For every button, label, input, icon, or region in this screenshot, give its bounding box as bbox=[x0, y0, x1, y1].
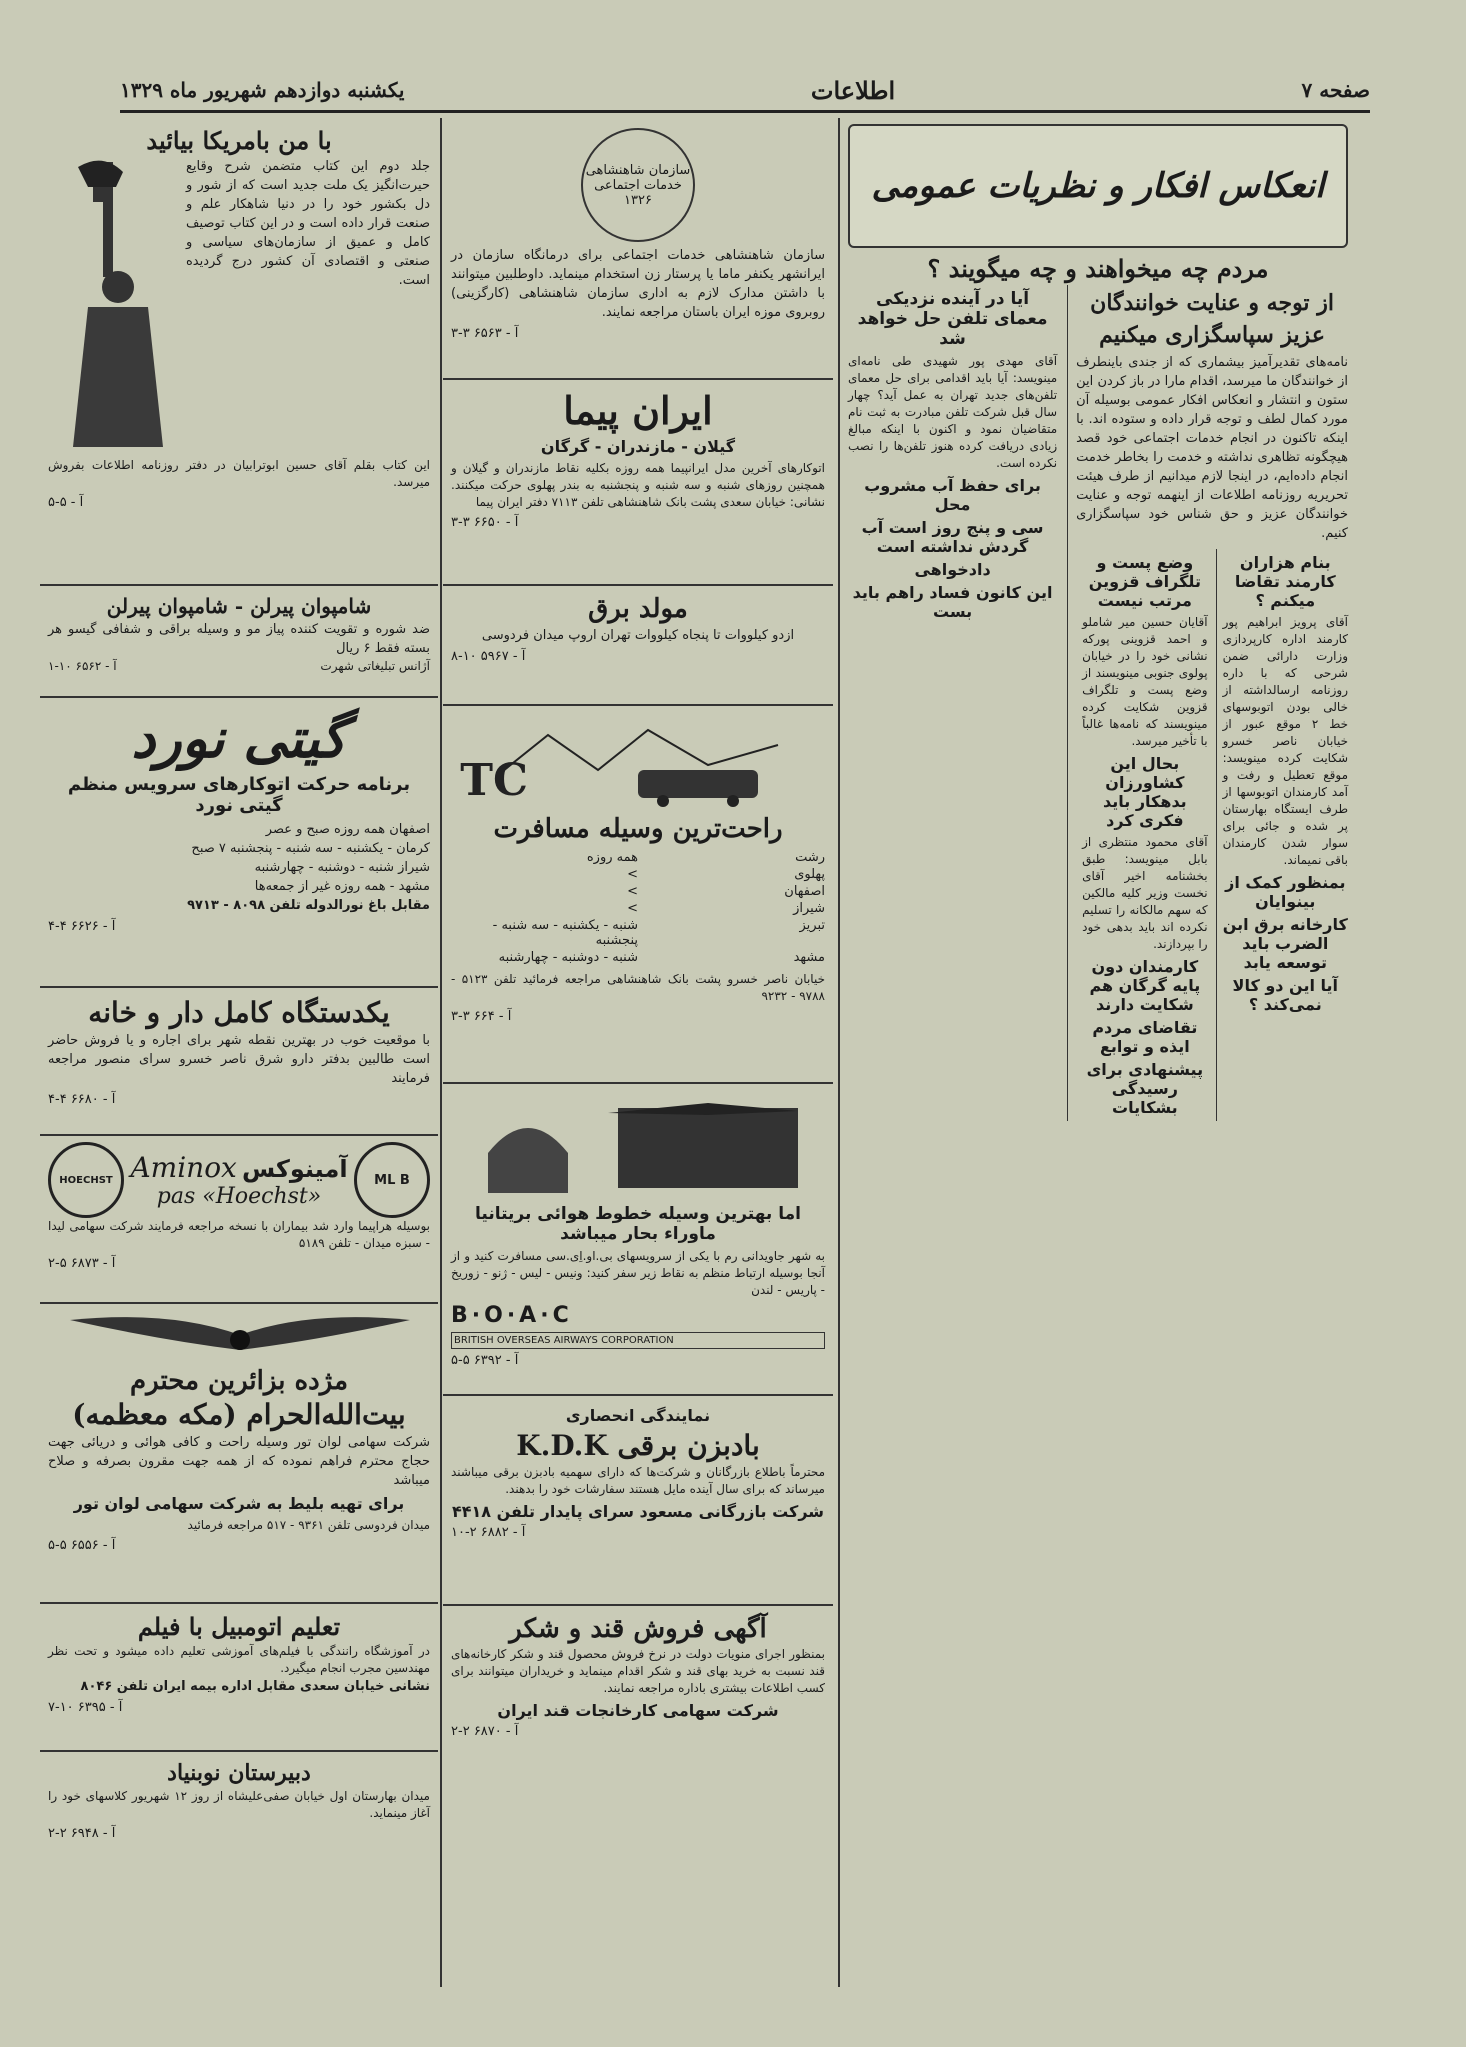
ad-title: اما بهترین وسیله خطوط هوائی بریتانیا ماوراء بحار میباشد bbox=[475, 1204, 801, 1244]
ad-text: به شهر جاویدانی رم با یکی از سرویسهای بی.او.اِی.سی مسافرت کنید و از آنجا بوسیله ارتباط منظم به نقاط زیر سفر کنید: ونیس - لیس - ژنو - زوریخ - پاریس - لندن bbox=[451, 1249, 825, 1297]
aminox-brand: Aminox bbox=[130, 1151, 237, 1184]
ad-code: آ - ۵-۵ bbox=[48, 495, 84, 510]
page-header bbox=[120, 70, 1370, 113]
ad-company: شرکت بازرگانی مسعود سرای پایدار تلفن ۴۴۱۸ bbox=[451, 1502, 825, 1521]
article-title: برای حفظ آب مشروب محل bbox=[864, 476, 1041, 514]
ad-code: آ - ۵۹۶۷ ۱۰-۸ bbox=[451, 649, 526, 664]
wings-icon bbox=[50, 1310, 430, 1360]
ad-america-book bbox=[40, 118, 438, 586]
article-text: آقای مهدی پور شهیدی طی نامه‌ای مینویسد: آیا باید اقدامی برای حل معمای تلفن‌های جدید تهران به عمل آید؟ چهار سال قبل شرکت تلفن مبادرت به ثبت نام متقاضیان نمود و اکنون با اینکه مبالغ زیادی دریافت کرده هنوز تلفن‌ها را نصب نکرده است. bbox=[848, 354, 1058, 470]
schedule-row: کرمان - یکشنبه - سه شنبه - پنجشنبه ۷ صبح bbox=[191, 841, 430, 856]
article-title: آیا در آینده نزدیکی معمای تلفن حل خواهد شد bbox=[857, 289, 1048, 349]
page-number: صفحه ۷ bbox=[1301, 78, 1370, 102]
column-public-opinion bbox=[848, 118, 1348, 1987]
ad-code: آ - ۶۶۴ ۳-۳ bbox=[451, 1009, 512, 1024]
main-headline: مردم چه میخواهند و چه میگویند ؟ bbox=[927, 254, 1269, 283]
section-banner bbox=[848, 124, 1348, 248]
article-title: تقاضای مردم ایذه و توابع bbox=[1092, 1018, 1198, 1056]
schedule-row: مشهد - همه روزه غیر از جمعه‌ها bbox=[254, 879, 430, 894]
emblem-icon bbox=[581, 128, 695, 242]
ad-code: آ - ۶۵۶۲ ۱۰-۱ bbox=[48, 659, 117, 673]
ad-text: محترماً باطلاع بازرگانان و شرکت‌ها که دارای سهمیه بادبزن برقی میباشند میرساند که برای سال آینده مایل هستند سفارشات خود را بدهند. bbox=[451, 1465, 825, 1496]
article-title: دادخواهی bbox=[914, 560, 991, 579]
article-title: بحال این کشاورزان بدهکار باید فکری کرد bbox=[1102, 754, 1187, 830]
bus-illustration bbox=[451, 712, 825, 812]
ad-code: آ - ۶۶۵۰ ۳-۳ bbox=[451, 515, 519, 530]
ad-text: شرکت سهامی لوان تور وسیله راحت و کافی هوائی و دریائی جهت حجاج محترم فراهم نموده که از همه جهت مقرون بصرفه و صلاح میباشد bbox=[48, 1435, 430, 1488]
days: همه روزه bbox=[586, 850, 638, 865]
ad-title: مژده بزائرین محترم bbox=[130, 1366, 348, 1396]
ad-title: یکدستگاه کامل دار و خانه bbox=[88, 996, 390, 1029]
days: > bbox=[627, 867, 638, 882]
ad-title: آگهی فروش قند و شکر bbox=[509, 1614, 767, 1644]
article-text: آقای محمود منتظری از بابل مینویسد: طبق بخشنامه اخیر آقای نخست وزیر کلیه مالکین که سهم مالکانه را تسلیم نکرده اند باید بدهی خود را بپردازند. bbox=[1082, 835, 1208, 951]
ad-shampoo bbox=[40, 586, 438, 698]
article-title: آیا این دو کالا نمی‌کند ؟ bbox=[1232, 976, 1339, 1014]
ad-text: سازمان شاهنشاهی خدمات اجتماعی برای درمانگاه سازمان در ایرانشهر یکنفر ماما یا پرستار زن استخدام مینماید. داوطلبین میتوانند با داشتن مدارک لازم به اداری سازمان شاهنشاهی (کارگزینی) روبروی موزه ایران باستان مراجعه نمایند. bbox=[451, 248, 825, 320]
ad-kdk-fan bbox=[443, 1396, 833, 1606]
column-ads-middle bbox=[443, 118, 833, 1987]
article-title: پیشنهادی برای رسیدگی بشکایات bbox=[1086, 1060, 1204, 1117]
article-text: آقایان حسین میر شاملو و احمد قزوینی پورکه نشانی خود را در خیابان پولوی جنوبی مینویسند از وضع پست و تلگراف قزوین شکایت کرده مینویسند که نامه‌ها غالباً با تأخیر میرسد. bbox=[1082, 615, 1208, 748]
ad-address: نشانی خیابان سعدی مقابل اداره بیمه ایران تلفن ۸۰۴۶ bbox=[80, 1679, 430, 1694]
aminox-logos bbox=[48, 1142, 430, 1218]
article-title: سی و پنج روز است آب گردش نداشته است bbox=[861, 518, 1044, 556]
article-title: این کانون فساد راهم باید بست bbox=[852, 583, 1053, 621]
ad-address: میدان فردوسی تلفن ۹۳۶۱ - ۵۱۷ مراجعه فرمائید bbox=[187, 1518, 430, 1532]
column-ads-left bbox=[40, 118, 438, 1987]
ad-aminox bbox=[40, 1136, 438, 1304]
ad-travel bbox=[443, 706, 833, 1084]
airline-illustration bbox=[451, 1090, 825, 1200]
travel-schedule bbox=[451, 850, 825, 965]
ad-pharmacy bbox=[40, 988, 438, 1136]
article-title: وضع پست و تلگراف قزوین مرتب نیست bbox=[1088, 553, 1201, 610]
ad-text: میدان بهارستان اول خیابان صفی‌علیشاه از روز ۱۲ شهریور کلاسهای خود را آغاز مینماید. bbox=[48, 1789, 430, 1820]
ad-code: آ - ۶۸۷۳ ۵-۲ bbox=[48, 1256, 116, 1271]
boac-logo: B·O·A·C bbox=[451, 1303, 573, 1328]
newspaper-name: اطلاعات bbox=[810, 75, 896, 105]
ad-company: شرکت سهامی کارخانجات قند ایران bbox=[497, 1701, 779, 1720]
intro-title: از توجه و عنایت خوانندگان عزیز سپاسگزاری میکنیم bbox=[1090, 290, 1334, 348]
mlb-logo-icon: ML B bbox=[354, 1142, 430, 1218]
ad-code: آ - ۶۳۹۲ ۵-۵ bbox=[451, 1353, 519, 1368]
bus-icon bbox=[460, 715, 788, 810]
ad-text: با موقعیت خوب در بهترین نقطه شهر برای اجاره و یا فروش حاضر است طالبین بدفتر دارو شرق ناصر خسرو سرای منصور مراجعه فرمایند bbox=[48, 1033, 430, 1086]
ad-address: مقابل باغ نورالدوله تلفن ۸۰۹۸ - ۹۷۱۳ bbox=[187, 898, 430, 913]
column-rule bbox=[440, 118, 442, 1987]
city: رشت bbox=[795, 850, 825, 865]
ad-title: راحت‌ترین وسیله مسافرت bbox=[493, 814, 783, 844]
aminox-fa: آمینوکس bbox=[241, 1155, 348, 1183]
ad-code: آ - ۶۵۶۳ ۳-۳ bbox=[451, 326, 519, 341]
ad-subtitle: نمایندگی انحصاری bbox=[565, 1406, 711, 1425]
ad-note: این کتاب بقلم آقای حسین ابوترابیان در دفتر روزنامه اطلاعات بفروش میرسد. bbox=[48, 458, 430, 489]
ad-text: ازدو کیلووات تا پنجاه کیلووات تهران اروپ میدان فردوسی bbox=[481, 628, 795, 643]
emblem-text: سازمان شاهنشاهی خدمات اجتماعی ۱۳۲۶ bbox=[585, 162, 691, 208]
aminox-sub: pas «Hoechst» bbox=[156, 1184, 322, 1209]
ad-subtitle: گیلان - مازندران - گرگان bbox=[540, 437, 736, 456]
ad-school bbox=[40, 1752, 438, 1862]
banner-title: انعکاس افکار و نظریات عمومی bbox=[871, 166, 1325, 206]
ad-code: آ - ۶۵۵۶ ۵-۵ bbox=[48, 1538, 116, 1553]
ad-hajj bbox=[40, 1304, 438, 1604]
city: اصفهان bbox=[784, 884, 825, 899]
article-title: بمنظور کمک از بینوایان bbox=[1225, 873, 1346, 911]
city: تبریز bbox=[799, 918, 825, 933]
ad-title: مولد برق bbox=[588, 594, 688, 624]
article-title: کارمندان دون پایه گرگان هم شکایت دارند bbox=[1089, 957, 1201, 1014]
boac-corp: BRITISH OVERSEAS AIRWAYS CORPORATION bbox=[451, 1332, 825, 1349]
days: شنبه - یکشنبه - سه شنبه - پنجشنبه bbox=[492, 918, 638, 948]
schedule-row: شیراز شنبه - دوشنبه - چهارشنبه bbox=[254, 860, 430, 875]
ad-code: آ - ۶۸۸۲ ۲-۱۰ bbox=[451, 1525, 526, 1540]
article-text: آقای پرویز ابراهیم پور کارمند اداره کارپردازی وزارت دارائی ضمن شرحی که با داره روزنامه ارسالداشته از خالی بودن اتوبوسهای خط ۲ موقع عبور از خیابان ناصر خسرو شکایت کرده مینویسد: موقع تعطیل و رفت و آمد کارمندان اتوبوسها از طرف ایستگاه بهارستان پر شده و جائی برای سوار شدن کارمندان باقی نمیماند. bbox=[1222, 615, 1348, 867]
city: شیراز bbox=[793, 901, 825, 916]
ad-generator bbox=[443, 586, 833, 706]
days: > bbox=[627, 884, 638, 899]
ad-boac bbox=[443, 1084, 833, 1396]
ad-company: برای تهیه بلیط به شرکت سهامی لوان تور bbox=[73, 1494, 405, 1513]
ad-sugar bbox=[443, 1606, 833, 1836]
plane-icon bbox=[468, 1093, 808, 1198]
column-rule bbox=[838, 118, 840, 1987]
days: > bbox=[627, 901, 638, 916]
issue-date: یکشنبه دوازدهم شهریور ماه ۱۳۲۹ bbox=[120, 78, 405, 102]
schedule-row: اصفهان همه روزه صبح و عصر bbox=[265, 822, 430, 837]
ad-text: بمنظور اجرای منویات دولت در نرخ فروش محصول قند و شکر کارخانه‌های قند نسبت به خرید بهای قند و شکر اقدام مینماید و خریداران میتوانند برای کسب اطلاعات بیشتری باداره مراجعه نمایند. bbox=[451, 1647, 825, 1695]
article-title: بنام هزاران کارمند تقاضا میکنم ؟ bbox=[1234, 553, 1336, 610]
ad-title: شامپوان پیرلن - شامپوان پیرلن bbox=[106, 594, 372, 618]
city: پهلوی bbox=[794, 867, 825, 882]
statue-of-liberty-icon bbox=[48, 157, 178, 457]
article-title: کارخانه برق ابن الضرب باید توسعه یابد bbox=[1222, 915, 1348, 972]
ad-text: جلد دوم این کتاب متضمن شرح وقایع حیرت‌انگیز یک ملت جدید است که از شور و دل بکشور خود را در دنیا شاهکار علم و صنعت قرار داده است و در این کتاب توصیف کامل و عمیق از سازمان‌های سیاسی و صنعتی و اقتصادی آن کشور درج گردیده است. bbox=[186, 159, 430, 288]
ad-title-2: بیت‌الله‌الحرام (مکه معظمه) bbox=[72, 1398, 406, 1431]
ad-text: ضد شوره و تقویت کننده پیاز مو و وسیله براقی و شفافی گیسو هر بسته فقط ۶ ریال bbox=[48, 622, 430, 656]
ad-code: آ - ۶۶۲۶ ۴-۴ bbox=[48, 919, 116, 934]
ad-title: دبیرستان نوبنیاد bbox=[167, 1760, 311, 1786]
ad-title: تعلیم اتومبیل با فیلم bbox=[137, 1612, 341, 1641]
ad-address: خیابان ناصر خسرو پشت بانک شاهنشاهی مراجعه فرمائید تلفن ۵۱۲۳ - ۹۷۸۸ - ۹۲۳۲ bbox=[451, 972, 825, 1003]
svg-text:TC: TC bbox=[460, 754, 528, 806]
ad-title: با من بامریکا بیائید bbox=[146, 126, 332, 155]
ad-social-services bbox=[443, 118, 833, 380]
ad-text: در آموزشگاه رانندگی با فیلم‌های آموزشی تعلیم داده میشود و تحت نظر مهندسین مجرب انجام میگیرد. bbox=[48, 1644, 430, 1675]
days: شنبه - دوشنبه - چهارشنبه bbox=[498, 950, 638, 965]
ad-subtitle: برنامه حرکت اتوکارهای سرویس منظم گیتی نورد bbox=[67, 774, 411, 816]
intro-text: نامه‌های تقدیرآمیز بیشماری که از جندی باینطرف از خوانندگان ما میرسد، اقدام مارا در باز کردن این ستون و انتشار و انعکاس افکار عمومی بوسیله آن مورد کمال لطف و توجه قرار داده و ستوده اند. با اینکه تاکنون در انجام خدمات اجتماعی خود قصد هیچگونه تظاهری نداشته و خدمت را بخاطر خدمت انجام داده‌ایم، در اینجا لازم میدانیم از طرف هیئت تحریریه روزنامه اطلاعات از اینهمه توجه و عنایت خوانندگان عزیز و حق شناس خود سپاسگزاری کنیم. bbox=[1076, 355, 1348, 541]
ad-code: آ - ۶۳۹۵ ۱۰-۷ bbox=[48, 1700, 123, 1715]
ad-driving-school bbox=[40, 1604, 438, 1752]
ad-title: گیتی نورد bbox=[131, 706, 347, 770]
ad-iranpeyma bbox=[443, 380, 833, 586]
ad-title: ایران پیما bbox=[563, 388, 713, 433]
agency: آژانس تبلیغاتی شهرت bbox=[320, 659, 430, 673]
ad-code: آ - ۶۹۴۸ ۲-۲ bbox=[48, 1826, 116, 1841]
ad-text: بوسیله هراپیما وارد شد بیماران با نسخه مراجعه فرمایند شرکت سهامی لیدا - سبزه میدان - تلفن ۵۱۸۹ bbox=[48, 1219, 430, 1250]
ad-title: بادبزن برقی K.D.K bbox=[516, 1429, 760, 1462]
ad-code: آ - ۶۸۷۰ ۲-۲ bbox=[451, 1724, 519, 1739]
ad-gitinavard bbox=[40, 698, 438, 988]
ad-text: اتوکارهای آخرین مدل ایرانپیما همه روزه بکلیه نقاط مازندران و گیلان و همچنین روزهای شنبه و سه شنبه و پنجشنبه به بندر پهلوی حرکت میکنند. نشانی: خیابان سعدی پشت بانک شاهنشاهی تلفن ۷۱۱۳ دفتر ایران پیما bbox=[451, 461, 825, 509]
ad-code: آ - ۶۶۸۰ ۴-۴ bbox=[48, 1092, 116, 1107]
hoechst-logo-icon: HOECHST bbox=[48, 1142, 124, 1218]
city: مشهد bbox=[793, 950, 825, 965]
